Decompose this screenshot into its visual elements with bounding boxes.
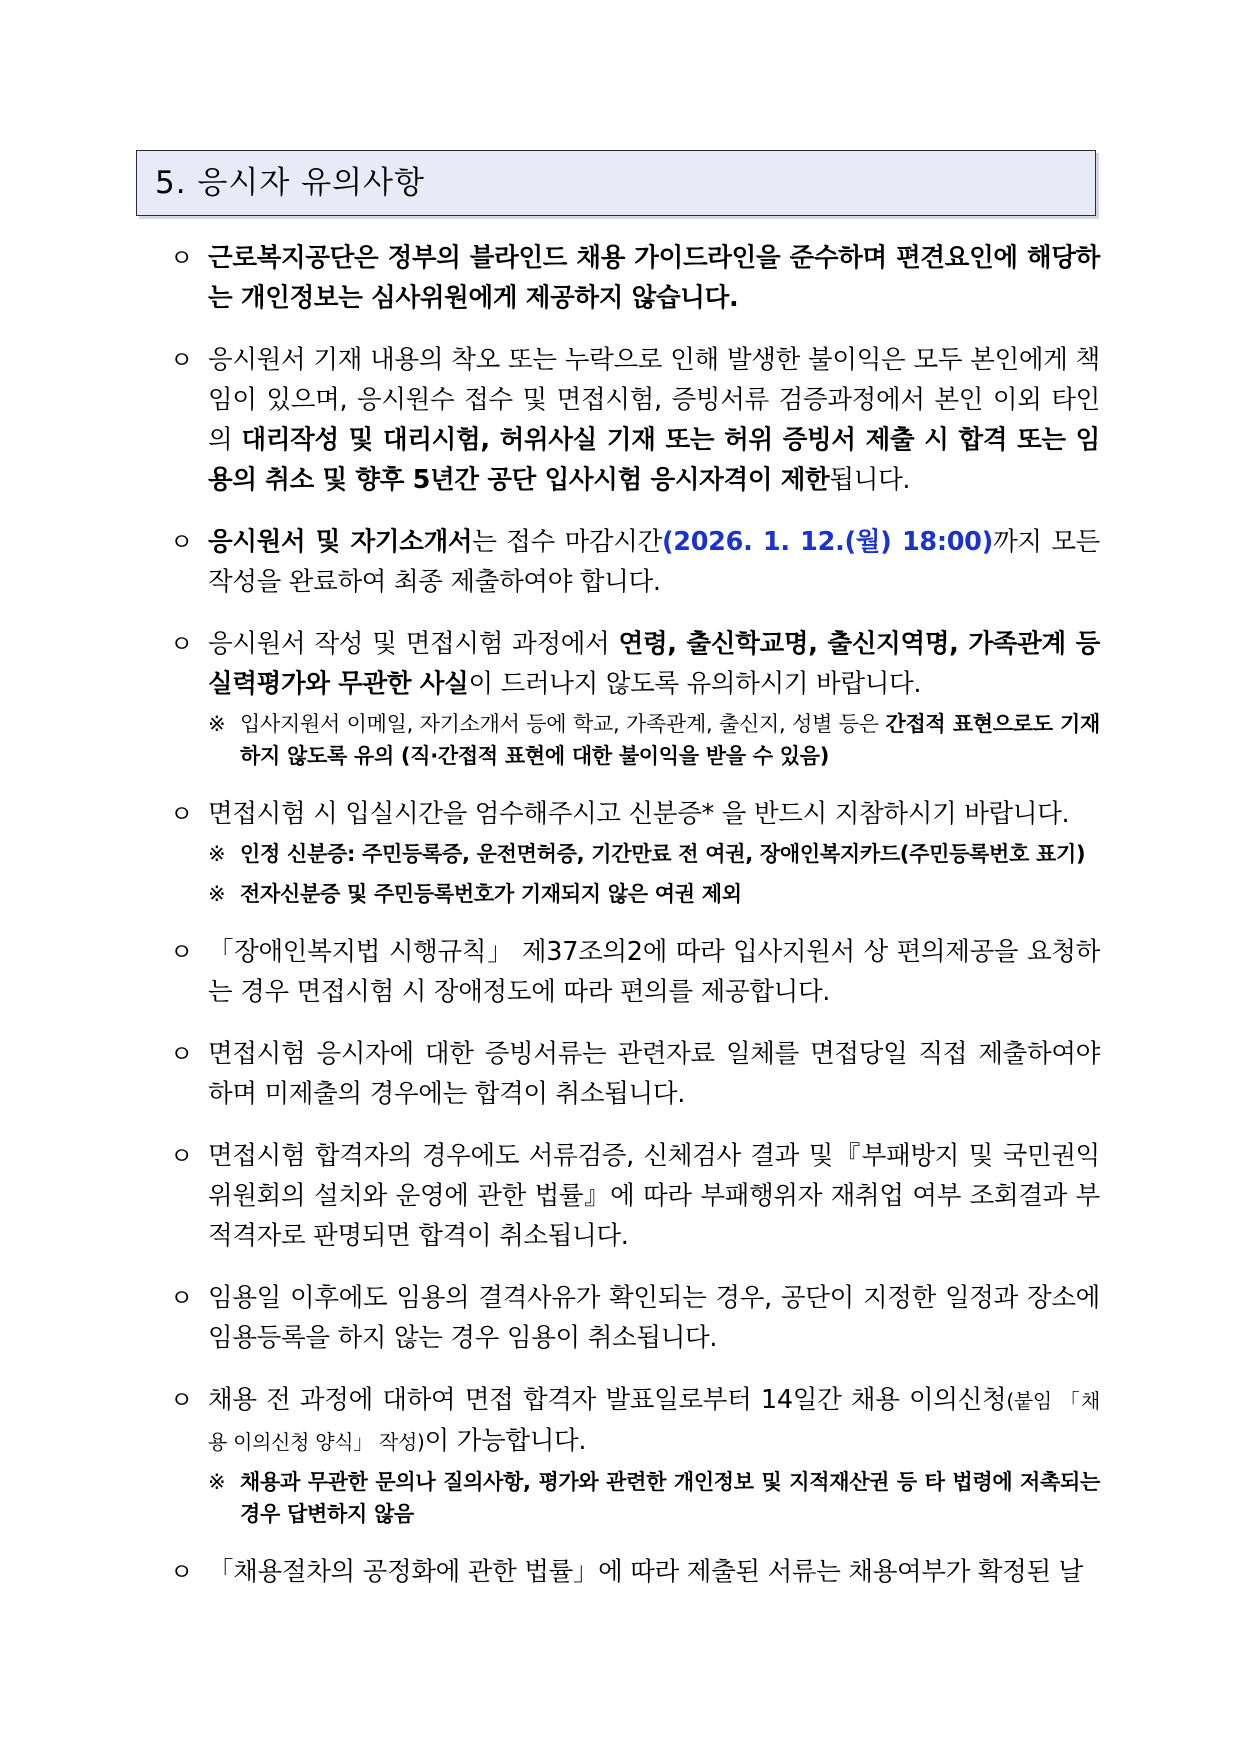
list-item: ㅇ 면접시험 응시자에 대한 증빙서류는 관련자료 일체를 면접당일 직접 제출하여야 하며 미제출의 경우에는 합격이 취소됩니다. bbox=[170, 1034, 1100, 1114]
bullet-icon: ㅇ bbox=[170, 938, 194, 966]
list-item: ㅇ 근로복지공단은 정부의 블라인드 채용 가이드라인을 준수하며 편견요인에 해당하는 개인정보는 심사위원에게 제공하지 않습니다. bbox=[170, 238, 1100, 318]
note: ※ 인정 신분증: 주민등록증, 운전면허증, 기간만료 전 여권, 장애인복지카드(주민등록번호 표기) bbox=[208, 838, 1100, 870]
bullet-icon: ㅇ bbox=[170, 1284, 194, 1312]
note: ※ 입사지원서 이메일, 자기소개서 등에 학교, 가족관계, 출신지, 성별 등은 간접적 표현으로도 기재하지 않도록 유의 (직·간접적 표현에 대한 불이익을 받을 수 있음) bbox=[208, 708, 1100, 772]
section-title: 5. 응시자 유의사항 bbox=[136, 150, 1096, 216]
note-mark-icon: ※ bbox=[208, 1470, 226, 1494]
list-item: ㅇ 면접시험 시 입실시간을 엄수해주시고 신분증* 을 반드시 지참하시기 바랍니다. ※ 인정 신분증: 주민등록증, 운전면허증, 기간만료 전 여권, 장애인복지카드(주민등록번호 표기) ※ 전자신분증 및 주민등록번호가 기재되지 않은 여권 제외 bbox=[170, 794, 1100, 910]
bullet-icon: ㅇ bbox=[170, 1558, 194, 1586]
note: ※ 전자신분증 및 주민등록번호가 기재되지 않은 여권 제외 bbox=[208, 878, 1100, 910]
note: ※ 채용과 무관한 문의나 질의사항, 평가와 관련한 개인정보 및 지적재산권 등 타 법령에 저촉되는 경우 답변하지 않음 bbox=[208, 1466, 1100, 1530]
bullet-icon: ㅇ bbox=[170, 528, 194, 556]
note-mark-icon: ※ bbox=[208, 712, 226, 736]
list-item: ㅇ 응시원서 및 자기소개서는 접수 마감시간(2026. 1. 12.(월) 18:00)까지 모든 작성을 완료하여 최종 제출하여야 합니다. bbox=[170, 522, 1100, 602]
list-item: ㅇ 면접시험 합격자의 경우에도 서류검증, 신체검사 결과 및『부패방지 및 국민권익위원회의 설치와 운영에 관한 법률』에 따라 부패행위자 재취업 여부 조회결과 부적격자로 판명되면 합격이 취소됩니다. bbox=[170, 1136, 1100, 1256]
bullet-icon: ㅇ bbox=[170, 1386, 194, 1414]
note-mark-icon: ※ bbox=[208, 882, 226, 906]
note-mark-icon: ※ bbox=[208, 842, 226, 866]
notice-list bbox=[170, 238, 1100, 1614]
bullet-icon: ㅇ bbox=[170, 800, 194, 828]
bullet-icon: ㅇ bbox=[170, 244, 194, 272]
list-item: ㅇ 응시원서 작성 및 면접시험 과정에서 연령, 출신학교명, 출신지역명, 가족관계 등 실력평가와 무관한 사실이 드러나지 않도록 유의하시기 바랍니다. ※ 입사지원서 이메일, 자기소개서 등에 학교, 가족관계, 출신지, 성별 등은 간접적 표현으로도 기재하지 않도록 유의 (직·간접적 표현에 대한 불이익을 받을 수 있음) bbox=[170, 624, 1100, 772]
list-item: ㅇ 채용 전 과정에 대하여 면접 합격자 발표일로부터 14일간 채용 이의신청(붙임 「채용 이의신청 양식」 작성)이 가능합니다. ※ 채용과 무관한 문의나 질의사항, 평가와 관련한 개인정보 및 지적재산권 등 타 법령에 저촉되는 경우 답변하지 않음 bbox=[170, 1380, 1100, 1530]
list-item: ㅇ 임용일 이후에도 임용의 결격사유가 확인되는 경우, 공단이 지정한 일정과 장소에 임용등록을 하지 않는 경우 임용이 취소됩니다. bbox=[170, 1278, 1100, 1358]
deadline-date: (2026. 1. 12.(월) 18:00) bbox=[661, 527, 993, 557]
list-item: ㅇ 「채용절차의 공정화에 관한 법률」에 따라 제출된 서류는 채용여부가 확정된 날 bbox=[170, 1552, 1100, 1592]
bullet-icon: ㅇ bbox=[170, 1040, 194, 1068]
list-item: ㅇ 「장애인복지법 시행규칙」 제37조의2에 따라 입사지원서 상 편의제공을 요청하는 경우 면접시험 시 장애정도에 따라 편의를 제공합니다. bbox=[170, 932, 1100, 1012]
bullet-icon: ㅇ bbox=[170, 346, 194, 374]
list-item: ㅇ 응시원서 기재 내용의 착오 또는 누락으로 인해 발생한 불이익은 모두 본인에게 책임이 있으며, 응시원수 접수 및 면접시험, 증빙서류 검증과정에서 본인 이외 타인의 대리작성 및 대리시험, 허위사실 기재 또는 허위 증빙서 제출 시 합격 또는 임용의 취소 및 향후 5년간 공단 입사시험 응시자격이 제한됩니다. bbox=[170, 340, 1100, 500]
bullet-icon: ㅇ bbox=[170, 630, 194, 658]
bullet-icon: ㅇ bbox=[170, 1142, 194, 1170]
